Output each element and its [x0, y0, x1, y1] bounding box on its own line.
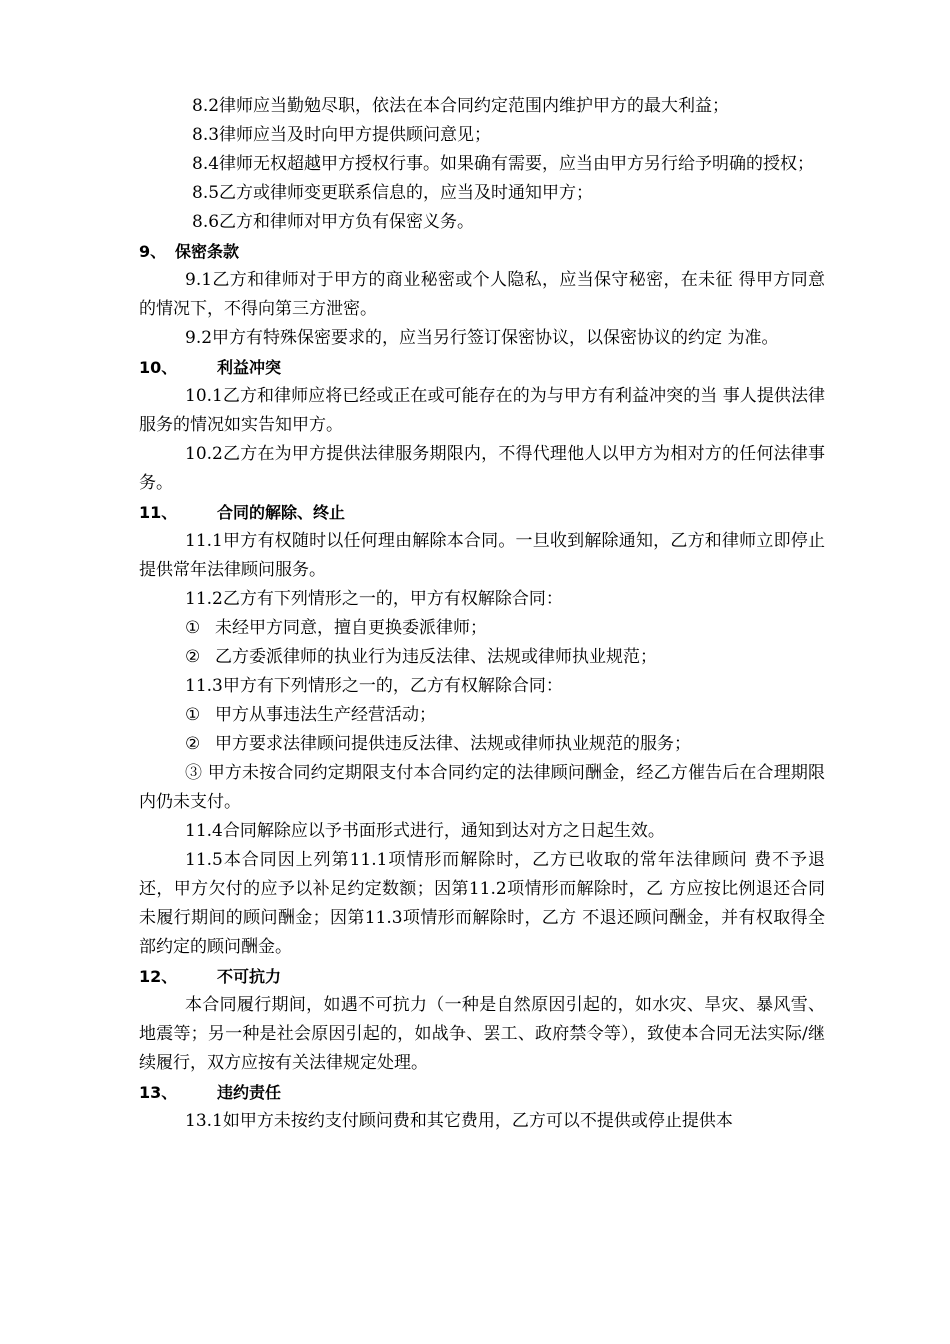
- list-item: [139, 730, 825, 759]
- clause-12: 本合同履行期间，如遇不可抗力（一种是自然原因引起的，如水灾、旱灾、暴风雪、地震等；另一种是社会原因引起的，如战争、罢工、政府禁令等），致使本合同无法实际/继续履行，双方应按有关法律规定处理。: [139, 995, 825, 1073]
- clause-11-2: 11.2乙方有下列情形之一的，甲方有权解除合同：: [185, 589, 563, 609]
- list-marker: ②: [185, 647, 201, 667]
- section-heading-12: [139, 962, 825, 991]
- clause-11-3: 11.3甲方有下列情形之一的，乙方有权解除合同：: [185, 676, 563, 696]
- clause-11-5: 11.5本合同因上列第11.1项情形而解除时，乙方已收取的常年法律顾问 费不予退还，甲方欠付的应予以补足约定数额；因第11.2项情形而解除时，乙 方应按比例退还合同未履行期间的顾问酬金；因第11.3项情形而解除时，乙方 不退还顾问酬金，并有权取得全部约定的顾问酬金。: [139, 850, 825, 957]
- section-title: 保密条款: [175, 242, 240, 261]
- clause-9-1: 9.1乙方和律师对于甲方的商业秘密或个人隐私，应当保守秘密，在未征 得甲方同意的情况下，不得向第三方泄密。: [139, 270, 825, 319]
- list-item: [139, 701, 825, 730]
- clause-13-1: 13.1如甲方未按约支付顾问费和其它费用，乙方可以不提供或停止提供本: [185, 1111, 733, 1131]
- section-heading-9: [139, 237, 825, 266]
- clause-11-1: 11.1甲方有权随时以任何理由解除本合同。一旦收到解除通知，乙方和律师立即停止提供常年法律顾问服务。: [139, 531, 825, 580]
- section-number: 13、: [139, 1083, 178, 1102]
- document-body: [139, 92, 825, 1136]
- section-heading-13: [139, 1078, 825, 1107]
- clause-8-6: 8.6乙方和律师对甲方负有保密义务。: [192, 212, 475, 232]
- clause-8-4: 8.4律师无权超越甲方授权行事。如果确有需要，应当由甲方另行给予明确的授权；: [192, 154, 815, 174]
- section-title: 利益冲突: [217, 358, 282, 377]
- section-title: 不可抗力: [217, 967, 282, 986]
- list-marker: ②: [185, 734, 201, 754]
- clause-11-4: 11.4合同解除应以予书面形式进行，通知到达对方之日起生效。: [185, 821, 665, 841]
- clause-8-3: 8.3律师应当及时向甲方提供顾问意见；: [192, 125, 492, 145]
- section-heading-11: [139, 498, 825, 527]
- clause-10-2: 10.2乙方在为甲方提供法律服务期限内，不得代理他人以甲方为相对方的任何法律事务。: [139, 444, 825, 493]
- list-item: [139, 643, 825, 672]
- section-title: 合同的解除、终止: [217, 503, 346, 522]
- list-item-text: 甲方未按合同约定期限支付本合同约定的法律顾问酬金，经乙方催告后在合理期限内仍未支付。: [139, 763, 826, 812]
- section-number: 12、: [139, 967, 178, 986]
- list-marker: ①: [185, 618, 201, 638]
- section-title: 违约责任: [217, 1083, 282, 1102]
- list-item-text: 乙方委派律师的执业行为违反法律、法规或律师执业规范；: [215, 647, 657, 667]
- section-heading-10: [139, 353, 825, 382]
- list-marker: ①: [185, 705, 201, 725]
- list-item: [139, 759, 825, 817]
- clause-9-2: 9.2甲方有特殊保密要求的，应当另行签订保密协议，以保密协议的约定 为准。: [185, 328, 779, 348]
- list-marker: ③: [185, 763, 203, 783]
- list-item-text: 未经甲方同意，擅自更换委派律师；: [215, 618, 487, 638]
- section-number: 9、: [139, 242, 167, 261]
- section-number: 11、: [139, 503, 178, 522]
- clause-8-5: 8.5乙方或律师变更联系信息的，应当及时通知甲方；: [192, 183, 594, 203]
- list-item-text: 甲方要求法律顾问提供违反法律、法规或律师执业规范的服务；: [215, 734, 691, 754]
- section-number: 10、: [139, 358, 178, 377]
- list-item-text: 甲方从事违法生产经营活动；: [215, 705, 436, 725]
- list-item: [139, 614, 825, 643]
- clause-10-1: 10.1乙方和律师应将已经或正在或可能存在的为与甲方有利益冲突的当 事人提供法律服务的情况如实告知甲方。: [139, 386, 825, 435]
- clause-8-2: 8.2律师应当勤勉尽职，依法在本合同约定范围内维护甲方的最大利益；: [192, 96, 730, 116]
